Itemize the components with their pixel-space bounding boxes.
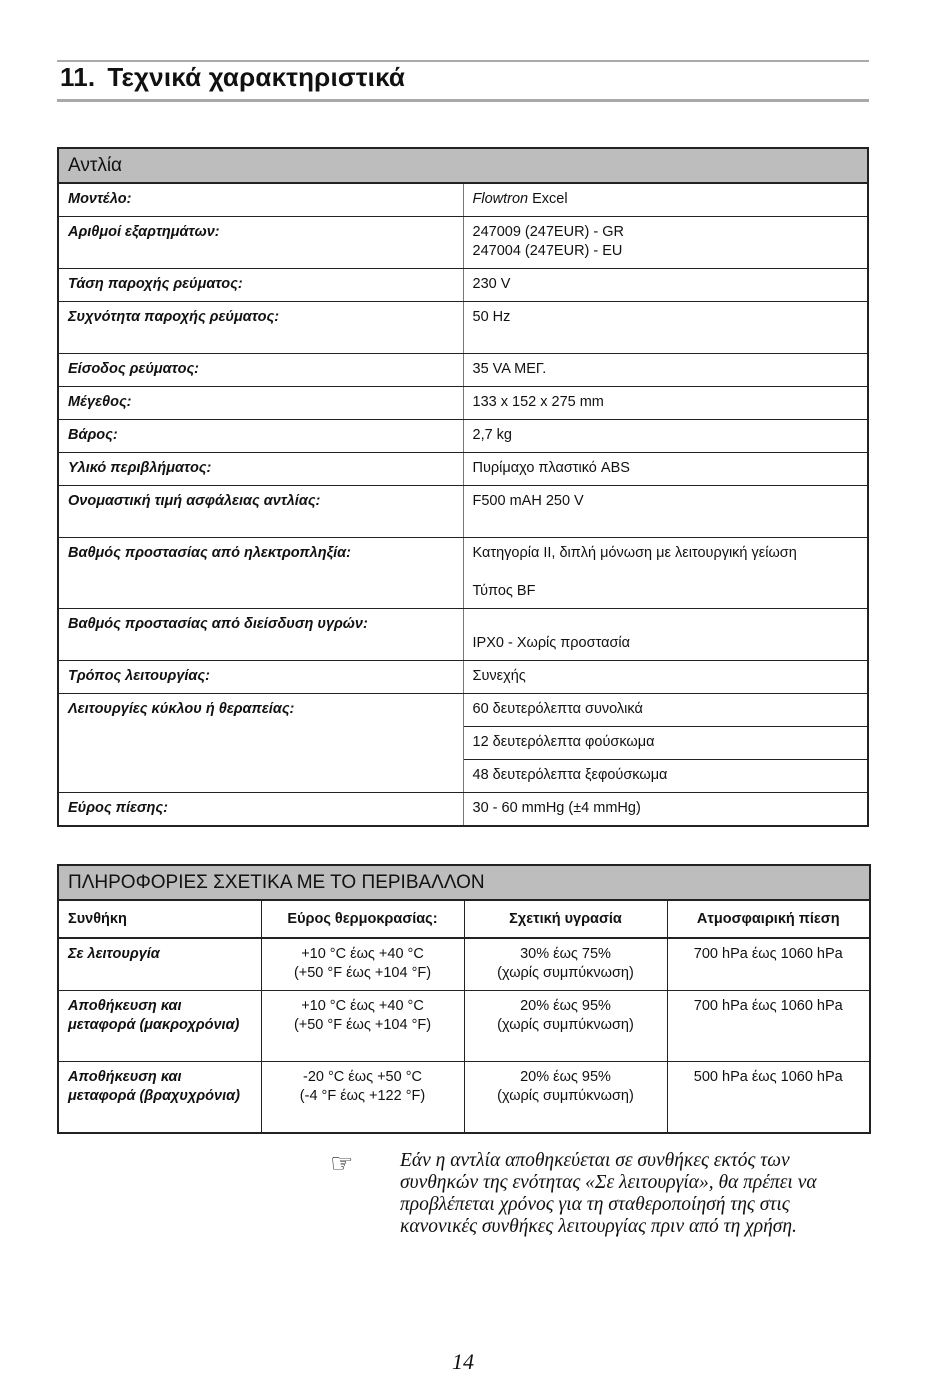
table-row xyxy=(58,609,868,661)
humidity-cell xyxy=(464,991,667,1062)
row-value: 12 δευτερόλεπτα φούσκωμα xyxy=(463,727,868,760)
row-label: Μοντέλο: xyxy=(58,183,463,217)
row-label: Βαθμός προστασίας από διείσδυση υγρών: xyxy=(58,609,463,661)
table-row xyxy=(58,538,868,609)
table-row xyxy=(58,217,868,269)
table-row xyxy=(58,661,868,694)
humidity-cell xyxy=(464,938,667,991)
row-value: 133 x 152 x 275 mm xyxy=(463,387,868,420)
temp-fahrenheit: (+50 °F έως +104 °F) xyxy=(293,1017,432,1033)
table-row xyxy=(58,793,868,827)
row-label: Βαθμός προστασίας από ηλεκτροπληξία: xyxy=(58,538,463,609)
row-value: F500 mAH 250 V xyxy=(463,486,868,538)
table-row xyxy=(58,387,868,420)
condition-cell: Αποθήκευση και μεταφορά (βραχυχρόνια) xyxy=(58,1062,261,1134)
pump-table-title: Αντλία xyxy=(58,148,868,183)
row-value: 50 Hz xyxy=(463,302,868,354)
row-value: 35 VA ΜΕΓ. xyxy=(463,354,868,387)
pump-spec-table xyxy=(57,147,869,827)
section-number: 11. xyxy=(60,62,96,92)
row-value: 30 - 60 mmHg (±4 mmHg) xyxy=(463,793,868,827)
row-value: 230 V xyxy=(463,269,868,302)
part-number-eu: 247004 (247EUR) - EU xyxy=(472,243,623,259)
row-label: Λειτουργίες κύκλου ή θεραπείας: xyxy=(58,694,463,793)
humidity-cell xyxy=(464,1062,667,1134)
condition-cell: Αποθήκευση και μεταφορά (μακροχρόνια) xyxy=(58,991,261,1062)
row-value: 48 δευτερόλεπτα ξεφούσκωμα xyxy=(463,760,868,793)
humidity-note: (χωρίς συμπύκνωση) xyxy=(497,1017,634,1033)
temperature-cell xyxy=(261,991,464,1062)
column-header: Ατμοσφαιρική πίεση xyxy=(667,900,870,938)
row-value: 60 δευτερόλεπτα συνολικά xyxy=(463,694,868,727)
row-label: Αριθμοί εξαρτημάτων: xyxy=(58,217,463,269)
row-label: Εύρος πίεσης: xyxy=(58,793,463,827)
page-number: 14 xyxy=(452,1349,474,1374)
env-table-title: ΠΛΗΡΟΦΟΡΙΕΣ ΣΧΕΤΙΚΑ ΜΕ ΤΟ ΠΕΡΙΒΑΛΛΟΝ xyxy=(58,865,870,900)
environment-table xyxy=(57,864,871,1134)
pressure-cell: 700 hPa έως 1060 hPa xyxy=(667,991,870,1062)
row-label: Μέγεθος: xyxy=(58,387,463,420)
table-row xyxy=(58,183,868,217)
row-label: Ονομαστική τιμή ασφάλειας αντλίας: xyxy=(58,486,463,538)
pressure-cell: 500 hPa έως 1060 hPa xyxy=(667,1062,870,1134)
temperature-cell xyxy=(261,1062,464,1134)
table-row xyxy=(58,269,868,302)
table-row xyxy=(58,354,868,387)
row-value: 2,7 kg xyxy=(463,420,868,453)
humidity-note: (χωρίς συμπύκνωση) xyxy=(497,965,634,981)
humidity-range: 20% έως 95% xyxy=(520,1069,611,1085)
row-label: Τρόπος λειτουργίας: xyxy=(58,661,463,694)
row-label: Είσοδος ρεύματος: xyxy=(58,354,463,387)
model-name: Excel xyxy=(532,191,568,207)
column-header: Συνθήκη xyxy=(58,900,261,938)
column-header: Σχετική υγρασία xyxy=(464,900,667,938)
humidity-range: 30% έως 75% xyxy=(520,946,611,962)
table-row xyxy=(58,486,868,538)
table-row xyxy=(58,420,868,453)
table-row xyxy=(58,1062,870,1134)
row-label: Βάρος: xyxy=(58,420,463,453)
row-value: Συνεχής xyxy=(463,661,868,694)
part-number-gr: 247009 (247EUR) - GR xyxy=(472,224,625,240)
ip-rating: IPX0 - Χωρίς προστασία xyxy=(472,635,631,651)
section-title: Τεχνικά χαρακτηριστικά xyxy=(107,62,406,92)
table-row xyxy=(58,302,868,354)
row-label: Υλικό περιβλήματος: xyxy=(58,453,463,486)
row-value xyxy=(463,183,868,217)
pressure-cell: 700 hPa έως 1060 hPa xyxy=(667,938,870,991)
temp-celsius: +10 °C έως +40 °C xyxy=(301,998,424,1014)
condition-cell: Σε λειτουργία xyxy=(58,938,261,991)
humidity-range: 20% έως 95% xyxy=(520,998,611,1014)
temp-fahrenheit: (-4 °F έως +122 °F) xyxy=(299,1088,426,1104)
row-value xyxy=(463,538,868,609)
temperature-cell xyxy=(261,938,464,991)
column-header: Εύρος θερμοκρασίας: xyxy=(261,900,464,938)
protection-type: Τύπος BF xyxy=(472,583,536,599)
temp-celsius: +10 °C έως +40 °C xyxy=(301,946,424,962)
temp-celsius: -20 °C έως +50 °C xyxy=(303,1069,422,1085)
row-label: Συχνότητα παροχής ρεύματος: xyxy=(58,302,463,354)
table-row xyxy=(58,938,870,991)
note-text: Εάν η αντλία αποθηκεύεται σε συνθήκες εκτός των συνθηκών της ενότητας «Σε λειτουργία», θα πρέπει να προβλέπεται χρόνος για τη σταθεροποίησή της στις κανονικές συνθήκες λειτουργίας πριν από τη χρήση. xyxy=(400,1150,817,1237)
page-title xyxy=(60,62,405,93)
row-value xyxy=(463,217,868,269)
row-value: Πυρίμαχο πλαστικό ABS xyxy=(463,453,868,486)
row-value xyxy=(463,609,868,661)
protection-class: Κατηγορία II, διπλή μόνωση με λειτουργική γείωση xyxy=(472,545,797,561)
table-row xyxy=(58,453,868,486)
row-label: Τάση παροχής ρεύματος: xyxy=(58,269,463,302)
bottom-rule xyxy=(57,99,869,102)
table-row xyxy=(58,694,868,727)
pointing-hand-icon: ☞ xyxy=(330,1148,354,1178)
table-row xyxy=(58,991,870,1062)
model-brand: Flowtron xyxy=(472,191,529,207)
temp-fahrenheit: (+50 °F έως +104 °F) xyxy=(293,965,432,981)
humidity-note: (χωρίς συμπύκνωση) xyxy=(497,1088,634,1104)
